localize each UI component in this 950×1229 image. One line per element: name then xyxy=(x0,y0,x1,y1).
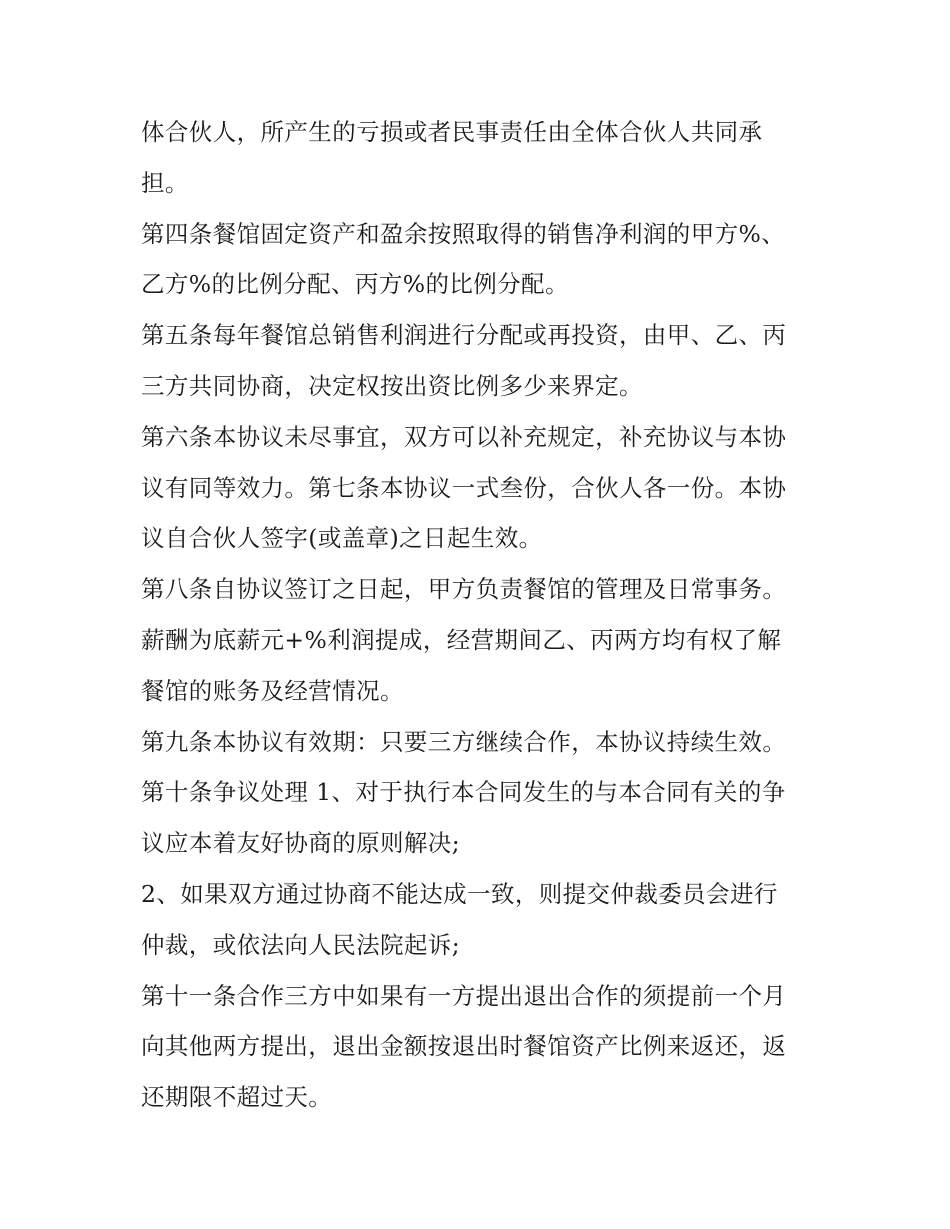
text-line: 体合伙人，所产生的亏损或者民事责任由全体合伙人共同承 xyxy=(141,118,763,146)
text-line: 2、如果双方通过协商不能达成一致，则提交仲裁委员会进行 xyxy=(141,879,778,908)
text-line: 餐馆的账务及经营情况。 xyxy=(141,676,404,705)
text-line: 议有同等效力。第七条本协议一式叁份，合伙人各一份。本协 xyxy=(141,473,787,502)
text-line: 第四条餐馆固定资产和盈余按照取得的销售净利润的甲方%、 xyxy=(141,219,786,248)
text-line: 仲裁，或依法向人民法院起诉; xyxy=(141,930,461,959)
text-line: 第十一条合作三方中如果有一方提出退出合作的须提前一个月 xyxy=(141,981,787,1010)
text-line: 薪酬为底薪元+%利润提成，经营期间乙、丙两方均有权了解 xyxy=(141,625,782,654)
text-line: 第八条自协议签订之日起，甲方负责餐馆的管理及日常事务。 xyxy=(141,575,787,604)
text-line: 还期限不超过天。 xyxy=(141,1083,333,1112)
text-line: 担。 xyxy=(141,168,189,197)
document-body xyxy=(141,107,831,1123)
text-line: 三方共同协商，决定权按出资比例多少来界定。 xyxy=(141,371,643,400)
text-line: 第十条争议处理 1、对于执行本合同发生的与本合同有关的争 xyxy=(141,778,786,807)
text-line: 第五条每年餐馆总销售利润进行分配或再投资，由甲、乙、丙 xyxy=(141,321,787,350)
text-line: 议自合伙人签字(或盖章)之日起生效。 xyxy=(141,524,543,553)
text-line: 第九条本协议有效期：只要三方继续合作，本协议持续生效。 xyxy=(141,727,787,756)
text-line: 议应本着友好协商的原则解决; xyxy=(141,829,461,858)
text-line: 乙方%的比例分配、丙方%的比例分配。 xyxy=(141,270,569,299)
text-line: 向其他两方提出，退出金额按退出时餐馆资产比例来返还，返 xyxy=(141,1032,787,1061)
text-line: 第六条本协议未尽事宜，双方可以补充规定，补充协议与本协 xyxy=(141,422,787,451)
